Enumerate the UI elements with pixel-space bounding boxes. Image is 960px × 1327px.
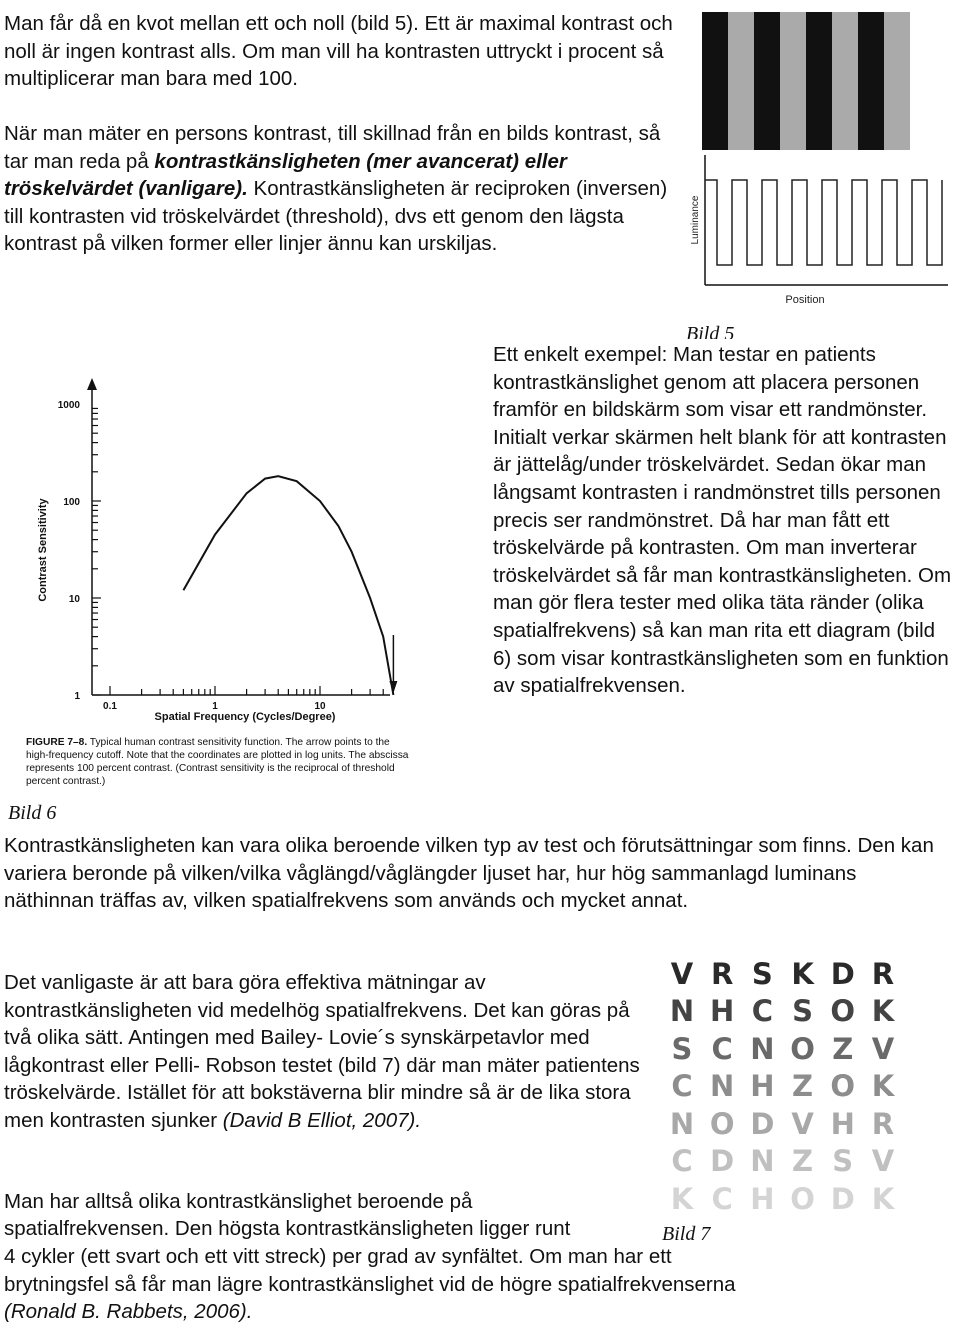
pelli-robson-letter: K	[871, 1069, 895, 1104]
pelli-robson-letter: Z	[792, 1069, 814, 1104]
figure6-caption	[26, 736, 411, 788]
pelli-robson-row	[665, 1068, 900, 1106]
pelli-robson-letter: V	[871, 1031, 895, 1066]
pelli-robson-letter: S	[792, 994, 813, 1029]
pelli-robson-chart	[665, 955, 910, 1217]
chart-y-tick-label: 100	[63, 497, 80, 508]
pelli-robson-row	[665, 1030, 900, 1068]
citation-elliot: (David B Elliot, 2007).	[222, 1108, 422, 1132]
paragraph-slutsats-rest	[4, 1243, 774, 1326]
pelli-robson-letter: R	[871, 1106, 895, 1141]
pelli-robson-letter: V	[871, 1144, 895, 1179]
pelli-robson-row	[665, 1105, 900, 1143]
pelli-robson-letter: K	[791, 956, 814, 991]
pelli-robson-row	[665, 1180, 900, 1217]
bild7-caption: Bild 7	[662, 1223, 711, 1245]
pelli-robson-letter: N	[750, 1031, 775, 1066]
pelli-robson-letter: D	[830, 1181, 855, 1216]
paragraph-exempel: Ett enkelt exempel: Man testar en patients kontrastkänslighet genom att placera personen framför en bildskärm som visar ett randmönster. Initialt verkar skärmen helt blank för att kontrasten är jättelåg/under tröskelvärdet. Sedan ökar man långsamt kontrasten i randmönstret tills personen precis ser randmönstret. Då har man fått ett tröskelvärde på kontrasten. Om man inverterar tröskelvärdet så får man kontrastkänsligheten. Om man gör flera tester med olika täta ränder (olika spatialfrekvens) så kan man rita ett diagram (bild 6) som visar kontrastkänsligheten som en funktion av spatialfrekvensen.	[493, 343, 952, 698]
bild5-caption: Bild 5	[686, 323, 735, 339]
pelli-robson-letter: K	[871, 1181, 895, 1216]
chart-x-tick-label: 0.1	[103, 701, 117, 712]
pelli-robson-letter: K	[871, 994, 895, 1029]
luminance-square-wave	[680, 150, 950, 310]
pelli-robson-letter: H	[710, 994, 735, 1029]
pelli-robson-row	[665, 993, 900, 1031]
grating-image	[702, 12, 908, 150]
position-axis-label: Position	[785, 294, 825, 306]
chart-x-tick-label: 10	[314, 701, 326, 712]
pelli-robson-letter: H	[750, 1181, 775, 1216]
pelli-robson-letter: Z	[832, 1031, 854, 1066]
figure6-caption-label: FIGURE 7–8.	[26, 737, 88, 748]
pelli-robson-letter: H	[750, 1069, 775, 1104]
paragraph-kontrast	[4, 120, 684, 258]
pelli-robson-letter: D	[750, 1106, 775, 1141]
bild6-caption: Bild 6	[8, 802, 57, 824]
csf-chart	[20, 370, 420, 730]
pelli-robson-letter: D	[830, 956, 855, 991]
pelli-robson-letter: C	[711, 1031, 733, 1066]
paragraph-matningar-text: Det vanligaste är att bara göra effektiva mätningar av kontrastkänsligheten vid medelhög spatialfrekvens. Det kan göras på två olika sätt. Antingen med Bailey- Lovie´s synskärpetavlor med lågkontrast eller Pelli- Robson testet (bild 7) där man mäter patientens tröskelvärde. Istället för att bokstäverna blir mindre så är de lika stora men kontrasten sjunker	[4, 971, 640, 1132]
pelli-robson-letter: V	[791, 1106, 814, 1141]
pelli-robson-letter: O	[830, 1069, 856, 1104]
pelli-robson-letter: N	[750, 1144, 775, 1179]
pelli-robson-letter: O	[830, 994, 856, 1029]
paragraph-slutsats-text: 4 cykler (ett svart och ett vitt streck) per grad av synfältet. Om man har ett brytningsfel så får man lägre kontrastkänslighet vid de högre spatialfrekvenserna	[4, 1245, 736, 1296]
pelli-robson-letter: S	[832, 1144, 854, 1179]
pelli-robson-letter: R	[711, 956, 734, 991]
chart-y-axis-title: Contrast Sensitivity	[37, 498, 49, 602]
cutoff-arrow-head	[389, 681, 397, 693]
pelli-robson-letter: R	[871, 956, 895, 991]
paragraph-slutsats-line2: spatialfrekvensen. Den högsta kontrastkänsligheten ligger runt	[4, 1217, 571, 1240]
chart-y-tick-label: 10	[68, 594, 80, 605]
figure6-caption-text: Typical human contrast sensitivity function. The arrow points to the high-frequency cutoff. Note that the coordinates are plotted in log units. The abscissa represents 100 percent contrast. (Contrast sensitivity is the reciprocal of threshold percent contrast.)	[26, 737, 409, 787]
paragraph-kontrast-rest: Kontrastkänsligheten är reciproken (inversen) till kontrasten vid tröskelvärdet (threshold), dvs ett genom den lägsta kontrast på vilken former eller linjer ännu kan urskiljas.	[4, 177, 668, 256]
pelli-robson-letter: O	[709, 1106, 735, 1141]
pelli-robson-letter: V	[670, 956, 694, 991]
chart-series-line	[183, 476, 393, 695]
luminance-axis-label: Luminance	[690, 195, 701, 245]
paragraph-kvot: Man får då en kvot mellan ett och noll (bild 5). Ett är maximal kontrast och noll är ingen kontrast alls. Om man vill ha kontrasten uttryckt i procent så multiplicerar man bara med 100.	[4, 12, 673, 91]
pelli-robson-letter: C	[711, 1181, 733, 1216]
paragraph-kontrast-emphasis: kontrastkänsligheten (mer avancerat) eller tröskelvärdet (vanligare).	[4, 149, 567, 201]
pelli-robson-letter: N	[669, 1106, 695, 1141]
chart-x-axis-title: Spatial Frequency (Cycles/Degree)	[154, 711, 336, 723]
pelli-robson-letter: S	[671, 1031, 693, 1066]
chart-y-axis-arrow	[87, 378, 97, 390]
pelli-robson-letter: N	[710, 1069, 735, 1104]
pelli-robson-letter: S	[751, 956, 773, 991]
pelli-robson-row	[665, 1143, 900, 1181]
pelli-robson-letter: Z	[792, 1144, 814, 1179]
pelli-robson-letter: C	[671, 1069, 693, 1104]
pelli-robson-letter: O	[790, 1181, 815, 1216]
citation-rabbets: (Ronald B. Rabbets, 2006).	[4, 1300, 253, 1324]
chart-x-tick-label: 1	[212, 701, 218, 712]
pelli-robson-row	[665, 955, 900, 993]
pelli-robson-letter: K	[670, 1181, 694, 1216]
pelli-robson-letter: N	[669, 994, 695, 1029]
paragraph-slutsats-line1: Man har alltså olika kontrastkänslighet beroende på	[4, 1190, 473, 1213]
chart-y-tick-label: 1	[74, 691, 80, 702]
pelli-robson-letter: D	[710, 1144, 735, 1179]
pelli-robson-letter: H	[830, 1106, 855, 1141]
paragraph-variation: Kontrastkänsligheten kan vara olika beroende vilken typ av test och förutsättningar som finns. Den kan variera beronde på vilken/vilka våglängd/våglängder ljuset har, hur hög sammanlagd luminans näthinnan träffas av, vilken spatialfrekvens som används och mycket annat.	[4, 834, 934, 913]
pelli-robson-letter: O	[790, 1031, 815, 1066]
pelli-robson-letter: C	[671, 1144, 693, 1179]
paragraph-kontrast-intro: När man mäter en persons kontrast, till skillnad från en bilds kontrast, så tar man reda på	[4, 122, 661, 173]
pelli-robson-letter: C	[751, 994, 774, 1029]
chart-y-tick-label: 1000	[57, 400, 80, 411]
paragraph-matningar	[4, 969, 644, 1135]
